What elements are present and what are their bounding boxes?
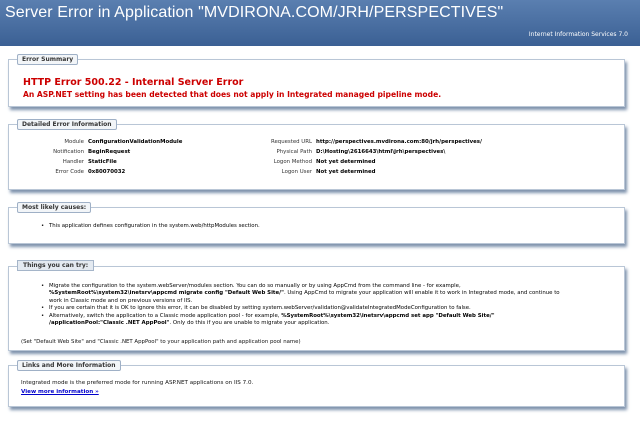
try-list <box>41 283 560 327</box>
detail-row-logon-user: Logon User Not yet determined <box>281 169 376 175</box>
error-banner <box>0 0 640 46</box>
causes-legend: Most likely causes: <box>17 202 91 213</box>
detail-row-physical-path: Physical Path D:\Hosting\2616643\html\jrh\perspectives\ <box>276 149 446 155</box>
try-note: (Set "Default Web Site" and "Classic .NET AppPool" to your application path and application pool name) <box>21 339 301 345</box>
detail-row-requested-url: Requested URL http://perspectives.mvdirona.com:80/jrh/perspectives/ <box>270 139 482 145</box>
error-summary-legend: Error Summary <box>17 54 78 65</box>
links-text: Integrated mode is the preferred mode for running ASP.NET applications on IIS 7.0. <box>21 380 254 386</box>
causes-panel <box>8 204 625 244</box>
server-name: Internet Information Services 7.0 <box>528 31 628 38</box>
error-summary-panel <box>8 56 625 107</box>
causes-list <box>41 223 260 230</box>
error-description: An ASP.NET setting has been detected that does not apply in Integrated managed pipeline mode. <box>23 90 442 99</box>
error-heading: HTTP Error 500.22 - Internal Server Error <box>23 77 244 88</box>
things-to-try-panel <box>8 262 625 351</box>
detail-row-notification: Notification BeginRequest <box>53 149 131 155</box>
detail-row-logon-method: Logon Method Not yet determined <box>273 159 376 165</box>
detail-row-handler: Handler StaticFile <box>62 159 117 165</box>
detailed-error-legend: Detailed Error Information <box>17 119 117 130</box>
view-more-info-link[interactable]: View more information » <box>21 389 99 395</box>
detail-table-right <box>252 139 612 179</box>
detailed-error-panel <box>8 121 625 190</box>
things-to-try-legend: Things you can try: <box>17 260 94 271</box>
detail-table-left <box>19 139 199 179</box>
list-item: • This application defines configuration in the system.web/httpModules section. <box>41 223 260 230</box>
list-item: • Alternatively, switch the application to a Classic mode application pool - for example, %SystemRoot%\system32\inetsrv\appcmd set app "Default Web Site/" /applicationPool:"Classic .NET AppPool". Only do this if you are unable to migrate your application. <box>41 313 560 328</box>
detail-row-module: Module ConfigurationValidationModule <box>64 139 183 145</box>
page-title: Server Error in Application "MVDIRONA.COM/JRH/PERSPECTIVES" <box>5 4 504 21</box>
links-legend: Links and More Information <box>17 360 121 371</box>
list-item: • Migrate the configuration to the system.webServer/modules section. You can do so manually or by using AppCmd from the command line - for example, %SystemRoot%\system32\inetsrv\appcmd migrate config "Default Web Site/". Using AppCmd to migrate your application will enable it to work in Integrated mode, and continue to work in Classic mode and on previous versions of IIS. <box>41 283 560 305</box>
list-item: • If you are certain that it is OK to ignore this error, it can be disabled by setting system.webServer/validation@validateIntegratedModeConfiguration to false. <box>41 305 560 312</box>
detail-row-error-code: Error Code 0x80070032 <box>55 169 126 175</box>
links-panel <box>8 362 625 407</box>
